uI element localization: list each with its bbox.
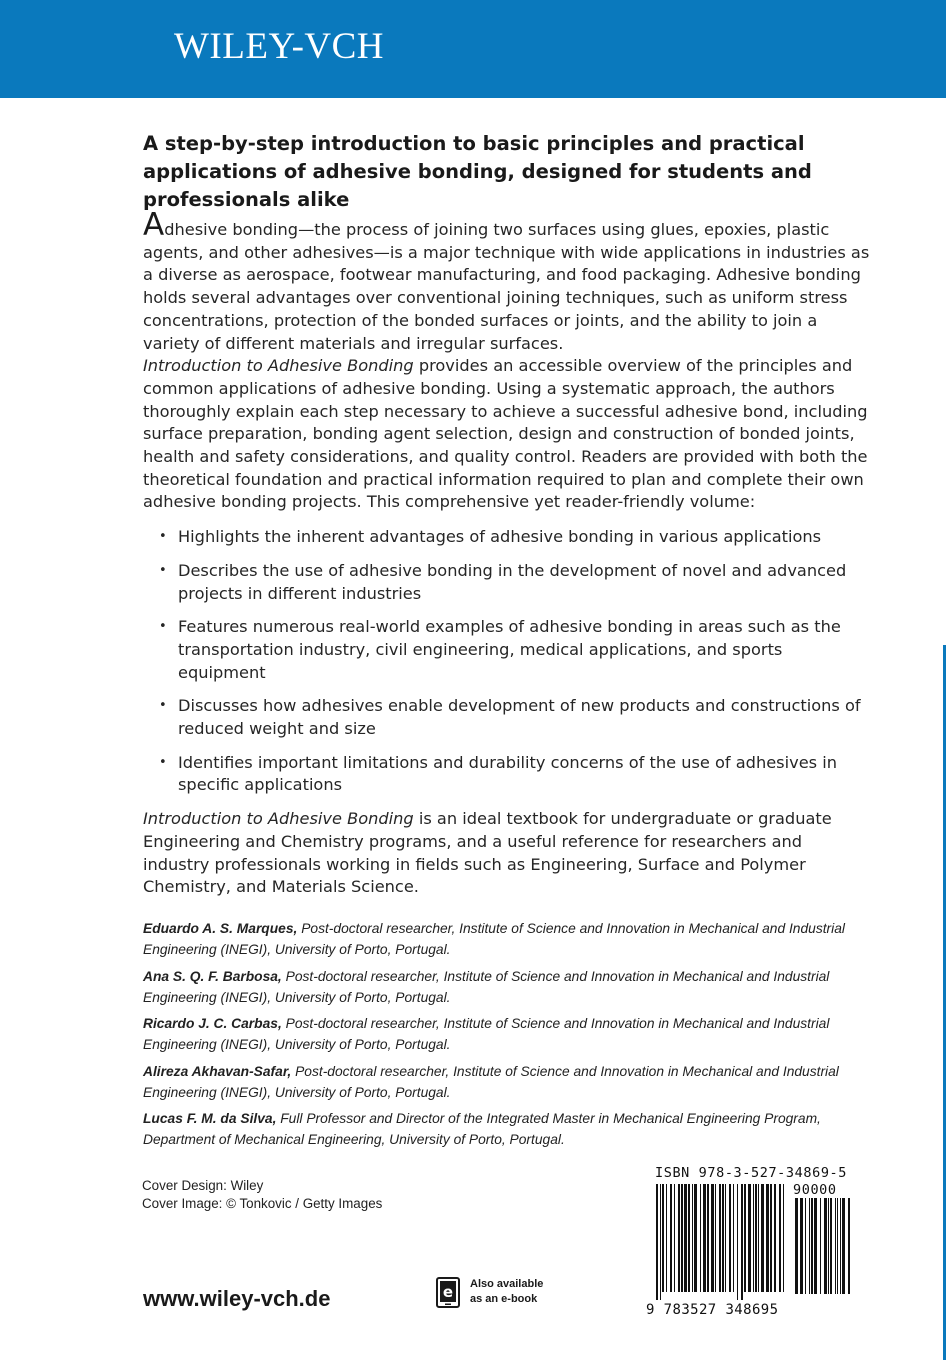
author-entry bbox=[143, 918, 863, 960]
feature-text: Identifies important limitations and durability concerns of the use of adhesives in specific applications bbox=[178, 752, 837, 795]
headline: A step-by-step introduction to basic principles and practical applications of adhesive bonding, designed for students and professionals alike bbox=[143, 132, 812, 211]
blurb-content bbox=[143, 130, 873, 899]
ebook-icon bbox=[436, 1277, 462, 1309]
barcode-addon-icon bbox=[795, 1198, 850, 1302]
header-bar bbox=[0, 0, 946, 98]
overview-text: provides an accessible overview of the principles and common applications of adhesive bonding. Using a systematic approach, the authors thoroughly explain each step necessary to achieve a successful adhesive bond, including surface preparation, bonding agent selection, design and construction of bonded joints, health and safety considerations, and quality control. Readers are provided with both the theoretical foundation and practical information required to plan and complete their own adhesive bonding projects. This comprehensive yet reader-friendly volume: bbox=[143, 356, 868, 512]
feature-text: Highlights the inherent advantages of adhesive bonding in various applications bbox=[178, 527, 822, 547]
author-entry bbox=[143, 1108, 863, 1150]
barcode-icon bbox=[656, 1184, 784, 1300]
author-bio: Post-doctoral researcher, Institute of Science and Innovation in Mechanical and Industrial Engineering (INEGI), University of Porto, Portugal. bbox=[143, 1016, 830, 1052]
author-name: Eduardo A. S. Marques, bbox=[143, 921, 298, 936]
cover-credits bbox=[142, 1177, 382, 1213]
author-entry bbox=[143, 966, 863, 1008]
author-bio: Post-doctoral researcher, Institute of Science and Innovation in Mechanical and Industrial Engineering (INEGI), University of Porto, Portugal. bbox=[143, 921, 845, 957]
author-name: Alireza Akhavan-Safar, bbox=[143, 1063, 292, 1079]
website-link[interactable]: www.wiley-vch.de bbox=[143, 1286, 331, 1311]
closing-paragraph bbox=[143, 808, 873, 899]
bullet-icon: • bbox=[159, 529, 167, 545]
author-bio: Post-doctoral researcher, Institute of Science and Innovation in Mechanical and Industrial Engineering (INEGI), University of Porto, Portugal. bbox=[143, 1063, 839, 1100]
author-bio: Post-doctoral researcher, Institute of Science and Innovation in Mechanical and Industrial Engineering (INEGI), University of Porto, Portugal. bbox=[143, 968, 830, 1005]
publisher-logo: WILEY-VCH bbox=[174, 26, 385, 67]
svg-text:e: e bbox=[442, 1283, 454, 1301]
author-list bbox=[143, 918, 863, 1156]
bullet-icon: • bbox=[159, 562, 167, 578]
author-bio: Full Professor and Director of the Integrated Master in Mechanical Engineering Program, Department of Mechanical Engineering, University of Porto, Portugal. bbox=[143, 1111, 821, 1147]
feature-text: Describes the use of adhesive bonding in the development of novel and advanced projects in different industries bbox=[178, 560, 847, 603]
author-entry bbox=[143, 1013, 863, 1055]
bullet-icon: • bbox=[159, 698, 167, 714]
feature-item bbox=[143, 695, 873, 740]
cover-image-credit: Cover Image: © Tonkovic / Getty Images bbox=[142, 1196, 383, 1211]
author-entry bbox=[143, 1061, 863, 1103]
intro-paragraph bbox=[143, 207, 873, 355]
cover-design-credit: Cover Design: Wiley bbox=[142, 1178, 264, 1193]
isbn-label: ISBN 978-3-527-34869-5 bbox=[655, 1165, 848, 1181]
feature-list bbox=[143, 526, 873, 797]
barcode-digits: 9 783527 348695 bbox=[646, 1302, 779, 1318]
barcode-addon-label: 90000 bbox=[793, 1182, 837, 1198]
feature-text: Features numerous real-world examples of adhesive bonding in areas such as the transportation industry, civil engineering, medical applications, and sports equipment bbox=[178, 617, 841, 682]
bullet-icon: • bbox=[159, 754, 167, 770]
bullet-icon: • bbox=[159, 619, 167, 635]
intro-text: dhesive bonding—the process of joining two surfaces using glues, epoxies, plastic agents, and other adhesives—is a major technique with wide applications in industries as a diverse as aerospace, footwear manufacturing, and food packaging. Adhesive bonding holds several advantages over conventional joining techniques, such as uniform stress concentrations, protection of the bonded surfaces or joints, and the ability to join a variety of different materials and irregular surfaces. bbox=[143, 220, 870, 353]
ebook-line-1: Also available bbox=[470, 1278, 544, 1290]
feature-item bbox=[143, 752, 873, 797]
ebook-line-2: as an e-book bbox=[470, 1293, 538, 1305]
author-name: Lucas F. M. da Silva, bbox=[143, 1111, 277, 1126]
feature-item bbox=[143, 560, 873, 605]
overview-book-title: Introduction to Adhesive Bonding bbox=[143, 356, 414, 376]
author-name: Ricardo J. C. Carbas, bbox=[143, 1016, 282, 1031]
overview-paragraph bbox=[143, 355, 873, 514]
feature-text: Discusses how adhesives enable development of new products and constructions of reduced weight and size bbox=[178, 696, 861, 739]
ebook-notice bbox=[470, 1277, 543, 1307]
feature-item bbox=[143, 526, 873, 549]
closing-book-title: Introduction to Adhesive Bonding bbox=[143, 809, 414, 829]
drop-cap: A bbox=[143, 207, 165, 243]
closing-text: is an ideal textbook for undergraduate or graduate Engineering and Chemistry programs, and a useful reference for researchers and industry professionals working in fields such as Engineering, Surface and Polymer Chemistry, and Materials Science. bbox=[143, 809, 832, 897]
feature-item bbox=[143, 616, 873, 684]
author-name: Ana S. Q. F. Barbosa, bbox=[143, 968, 282, 984]
